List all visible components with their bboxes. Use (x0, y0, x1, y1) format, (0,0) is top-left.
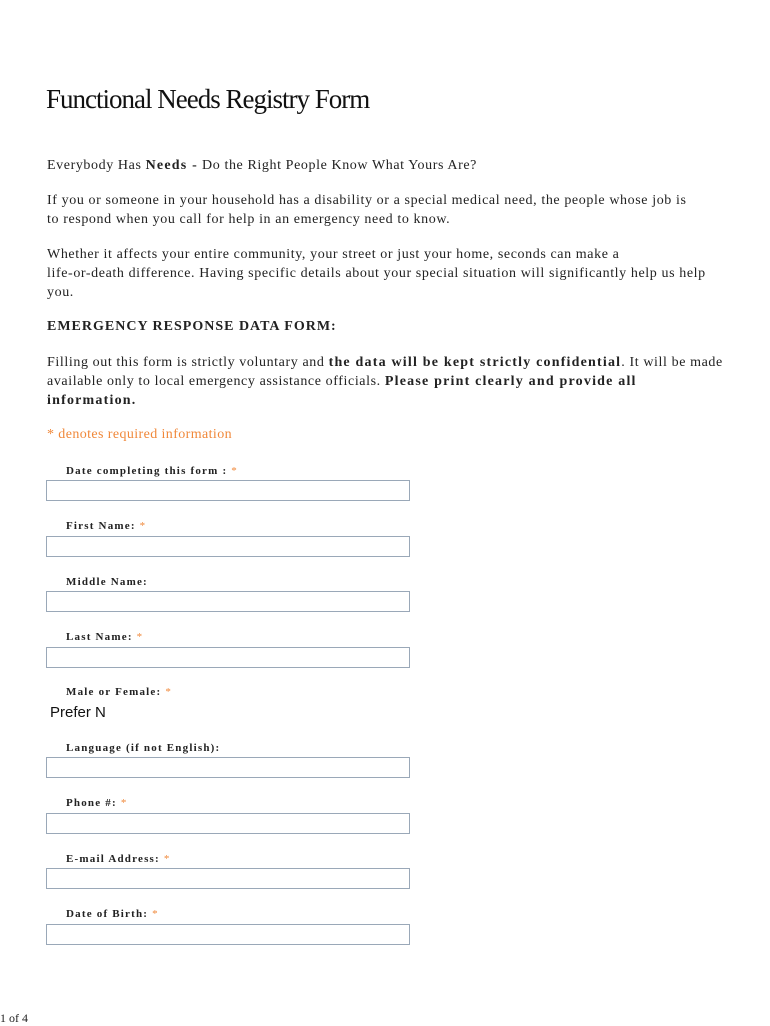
first-name-label (66, 520, 146, 532)
confidential-text-3: available only to local emergency assistance officials. (47, 374, 385, 389)
date-input[interactable] (46, 480, 410, 501)
required-asterisk: * (136, 631, 144, 643)
last-name-label-text: Last Name: (66, 631, 133, 643)
intro-text: Everybody Has (47, 158, 146, 173)
required-asterisk: * (231, 465, 238, 477)
gender-select[interactable]: Prefer N (50, 704, 106, 721)
dob-label-text: Date of Birth: (66, 908, 149, 920)
first-name-label-text: First Name: (66, 520, 136, 532)
middle-name-label: Middle Name: (66, 576, 148, 588)
phone-input[interactable] (46, 813, 410, 834)
household-line-1: If you or someone in your household has a disability or a special medical need, the people whose job is (47, 193, 687, 208)
dob-input[interactable] (46, 924, 410, 945)
first-name-input[interactable] (46, 536, 410, 557)
section-heading: EMERGENCY RESPONSE DATA FORM: (47, 319, 337, 334)
confidential-bold-2: Please print clearly and provide all (384, 374, 637, 389)
language-label: Language (if not English): (66, 742, 221, 754)
gender-label-text: Male or Female: (66, 686, 162, 698)
confidential-bold-1: the data will be kept strictly confidential (328, 355, 622, 370)
email-label-text: E-mail Address: (66, 853, 160, 865)
community-line-3: you. (47, 285, 74, 300)
last-name-input[interactable] (46, 647, 410, 668)
middle-name-input[interactable] (46, 591, 410, 612)
household-line-2: to respond when you call for help in an emergency need to know. (47, 212, 451, 227)
page-title: Functional Needs Registry Form (46, 84, 370, 114)
household-paragraph (47, 191, 727, 229)
required-asterisk: * (152, 908, 159, 920)
required-asterisk: * (139, 520, 147, 532)
required-note: * denotes required information (47, 427, 233, 442)
confidential-text-1: Filling out this form is strictly voluntary and (47, 355, 329, 370)
date-label (66, 465, 238, 477)
email-input[interactable] (46, 868, 410, 889)
community-line-1: Whether it affects your entire community, your street or just your home, seconds can make a (47, 247, 620, 262)
email-label (66, 853, 171, 865)
confidential-paragraph (47, 353, 727, 410)
intro-bold: Needs - (145, 158, 198, 173)
language-input[interactable] (46, 757, 410, 778)
date-label-text: Date completing this form : (66, 465, 228, 477)
last-name-label (66, 631, 143, 643)
required-asterisk: * (120, 797, 128, 809)
gender-label (66, 686, 172, 698)
community-line-2: life-or-death difference. Having specific details about your special situation will significantly help us help (47, 266, 706, 281)
page-number: 1 of 4 (0, 1011, 28, 1025)
intro-text-end: Do the Right People Know What Yours Are? (197, 158, 477, 173)
confidential-bold-3: information. (47, 393, 137, 408)
required-asterisk: * (163, 853, 171, 865)
dob-label (66, 908, 159, 920)
community-paragraph (47, 245, 727, 302)
required-asterisk: * (165, 686, 173, 698)
confidential-text-2: . It will be made (621, 355, 723, 370)
intro-line (47, 156, 727, 175)
phone-label (66, 797, 128, 809)
phone-label-text: Phone #: (66, 797, 117, 809)
